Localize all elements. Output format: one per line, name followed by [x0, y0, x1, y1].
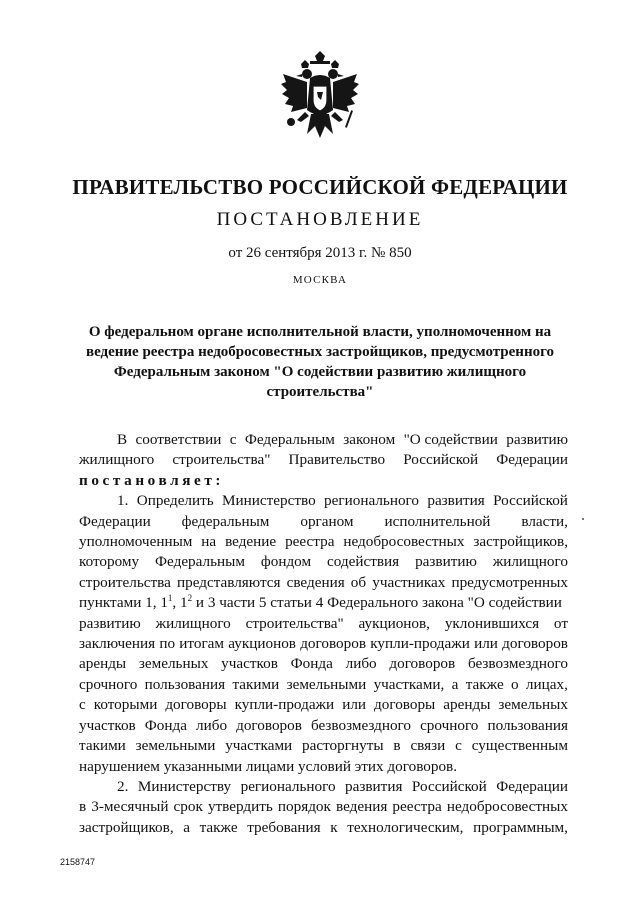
- word: Российской: [493, 492, 568, 510]
- word: либо: [345, 655, 377, 673]
- heading-line: ведение реестра недобросовестных застройщиков, предусмотренного: [85, 344, 555, 360]
- word: Фонда: [144, 716, 187, 734]
- word: ведение: [225, 533, 277, 551]
- body-line: [79, 614, 568, 634]
- word: 3-месячный: [91, 798, 169, 816]
- body-line: [79, 430, 568, 450]
- document-body: [79, 430, 568, 838]
- body-line: нарушением указанными лицами условий этих договоров.: [79, 757, 458, 775]
- body-line: [79, 634, 568, 654]
- word: такими: [79, 737, 126, 755]
- word: с: [229, 431, 237, 448]
- word: исполнительной: [384, 512, 491, 530]
- word: итогам: [179, 635, 225, 653]
- word: участками,: [373, 675, 445, 693]
- word: "О содействии: [403, 431, 498, 448]
- word: участков: [221, 655, 278, 673]
- word: власти,: [521, 512, 568, 530]
- word: строительства": [245, 614, 344, 632]
- word: купли-продажи: [370, 635, 470, 653]
- word: федеральным: [181, 512, 270, 530]
- body-line: [79, 593, 568, 613]
- word: либо: [196, 716, 228, 734]
- word: жилищного: [492, 553, 568, 571]
- word: Федерации: [79, 512, 151, 530]
- word: соответствии: [135, 431, 222, 448]
- body-line: [79, 512, 568, 532]
- word: на: [201, 533, 217, 551]
- word: которому: [79, 553, 140, 571]
- word: договоров: [300, 635, 366, 653]
- word: строительства": [172, 451, 271, 469]
- word: договоры: [165, 696, 227, 714]
- document-type: ПОСТАНОВЛЕНИЕ: [216, 209, 424, 230]
- word: в: [393, 737, 401, 755]
- word: регионального: [324, 492, 419, 510]
- word: фондом: [260, 553, 312, 571]
- word: аукционов: [228, 635, 296, 653]
- body-line: [79, 695, 568, 715]
- word: договоров: [502, 635, 568, 653]
- word: строительства: [79, 573, 171, 591]
- coat-of-arms-icon: [277, 50, 363, 146]
- body-line: [79, 736, 568, 756]
- word: такими: [232, 675, 280, 693]
- word: аренды: [79, 655, 127, 673]
- word: также: [199, 818, 238, 836]
- word: Федеральным: [155, 553, 245, 571]
- word: об: [350, 573, 367, 591]
- word: безвозмездного: [467, 655, 568, 673]
- word: застройщиков,: [473, 533, 568, 551]
- word: Российской: [403, 451, 479, 469]
- body-line: [79, 450, 568, 470]
- word: Федерации: [496, 777, 568, 795]
- body-line: [79, 818, 568, 838]
- word: В: [117, 431, 128, 448]
- superscript: 1: [167, 593, 173, 604]
- word: купли-продажи: [234, 696, 335, 714]
- word: ведения: [335, 798, 388, 816]
- body-line: [79, 675, 568, 695]
- word: срочного: [420, 716, 479, 734]
- word: Федерации: [496, 451, 568, 469]
- word: утвердить: [207, 798, 273, 816]
- word: срочного: [79, 675, 138, 693]
- word: развитию: [506, 431, 568, 448]
- word: порядок: [277, 798, 331, 816]
- word: представляются: [176, 573, 281, 591]
- word: срок: [173, 798, 203, 816]
- superscript: 2: [187, 593, 193, 604]
- word: которыми: [93, 696, 158, 714]
- heading-line: О федеральном органе исполнительной власти, уполномоченном на: [88, 324, 552, 340]
- text-fragment: , 1: [172, 594, 188, 612]
- word: развития: [427, 492, 485, 510]
- word: развитию: [415, 553, 477, 571]
- word: а: [451, 675, 459, 693]
- body-line: [79, 716, 568, 736]
- body-line: [79, 491, 568, 511]
- heading-line: строительства": [266, 384, 374, 400]
- body-line: [79, 552, 568, 572]
- word: застройщиков,: [79, 818, 174, 836]
- city: МОСКВА: [292, 274, 348, 286]
- body-line: [79, 797, 568, 817]
- word: недобросовестных: [446, 798, 568, 816]
- word: 2.: [117, 777, 129, 795]
- word: земельными: [135, 737, 216, 755]
- word: существенным: [471, 737, 568, 755]
- word: Российской: [411, 777, 487, 795]
- word: органом: [300, 512, 354, 530]
- word: технологическим,: [347, 818, 464, 836]
- date-and-number: от 26 сентября 2013 г. № 850: [228, 245, 412, 261]
- word: развития: [345, 777, 403, 795]
- word: аукционов,: [358, 614, 430, 632]
- word: расторгнуты: [302, 737, 384, 755]
- word: связи: [410, 737, 446, 755]
- word: пользования: [487, 716, 568, 734]
- word: также: [465, 675, 504, 693]
- text-fragment: и 3 части 5 статьи 4 Федерального закона "О содействии: [192, 594, 562, 612]
- word: пользования: [144, 675, 226, 693]
- text-fragment: пунктами 1, 1: [79, 594, 168, 612]
- word: с: [79, 696, 86, 714]
- word: требования: [247, 818, 321, 836]
- word: Министерству: [137, 777, 232, 795]
- scan-speck: [582, 518, 584, 520]
- word: в: [79, 798, 87, 816]
- word: от: [553, 614, 568, 632]
- word: жилищного: [79, 451, 155, 469]
- word: земельных: [498, 696, 568, 714]
- word: недобросовестных: [343, 533, 465, 551]
- word: Определить: [136, 492, 214, 510]
- word: договоров: [389, 655, 456, 673]
- word: сведения: [286, 573, 345, 591]
- body-line: [79, 777, 568, 797]
- body-line: [79, 573, 568, 593]
- word: земельных: [138, 655, 209, 673]
- word: или: [474, 635, 498, 653]
- word: заключения: [79, 635, 156, 653]
- word: аренды: [443, 696, 491, 714]
- heading-line: Федеральным законом "О содействии развитию жилищного: [113, 364, 527, 380]
- word: реестра: [392, 798, 442, 816]
- word: участков: [79, 716, 136, 734]
- word: договоров: [236, 716, 302, 734]
- word: а: [183, 818, 190, 836]
- resolves-word: постановляет:: [79, 471, 225, 489]
- body-line: [79, 654, 568, 674]
- body-line: [79, 532, 568, 552]
- word: предусмотренных: [451, 573, 568, 591]
- government-title: ПРАВИТЕЛЬСТВО РОССИЙСКОЙ ФЕДЕРАЦИИ: [72, 175, 568, 199]
- word: о: [511, 675, 519, 693]
- word: земельными: [286, 675, 367, 693]
- word: к: [330, 818, 338, 836]
- word: развитию: [79, 614, 141, 632]
- word: лицах,: [525, 675, 568, 693]
- word: законом: [343, 431, 396, 448]
- word: договоры: [374, 696, 436, 714]
- word: безвозмездного: [310, 716, 412, 734]
- word: программным,: [473, 818, 568, 836]
- word: уклонившихся: [444, 614, 540, 632]
- word: участниках: [372, 573, 446, 591]
- word: содействия: [327, 553, 400, 571]
- word: регионального: [240, 777, 336, 795]
- word: Министерство: [222, 492, 316, 510]
- word: с: [455, 737, 462, 755]
- word: жилищного: [155, 614, 231, 632]
- word: реестра: [285, 533, 335, 551]
- word: Правительство: [288, 451, 386, 469]
- word: по: [159, 635, 176, 653]
- word: Фонда: [290, 655, 333, 673]
- word: Федеральным: [244, 431, 335, 448]
- document-heading: [80, 322, 560, 402]
- word: или: [342, 696, 367, 714]
- word: уполномоченным: [79, 533, 193, 551]
- word: 1.: [117, 492, 129, 510]
- word: участками: [225, 737, 293, 755]
- document-number: 2158747: [60, 857, 96, 867]
